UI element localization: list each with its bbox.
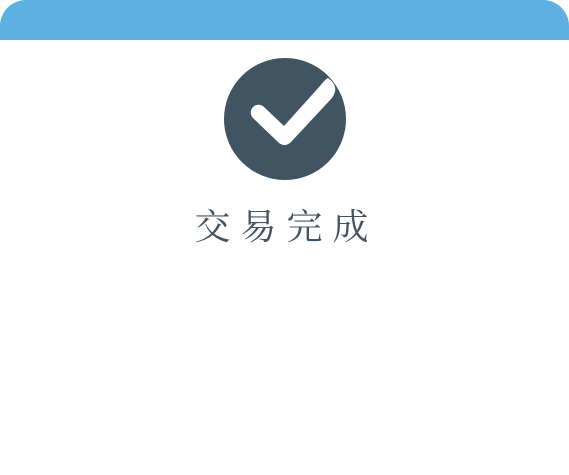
- status-message: 交易完成: [194, 207, 379, 248]
- check-circle-icon: [224, 58, 346, 180]
- dialog-header-bar: [0, 0, 569, 40]
